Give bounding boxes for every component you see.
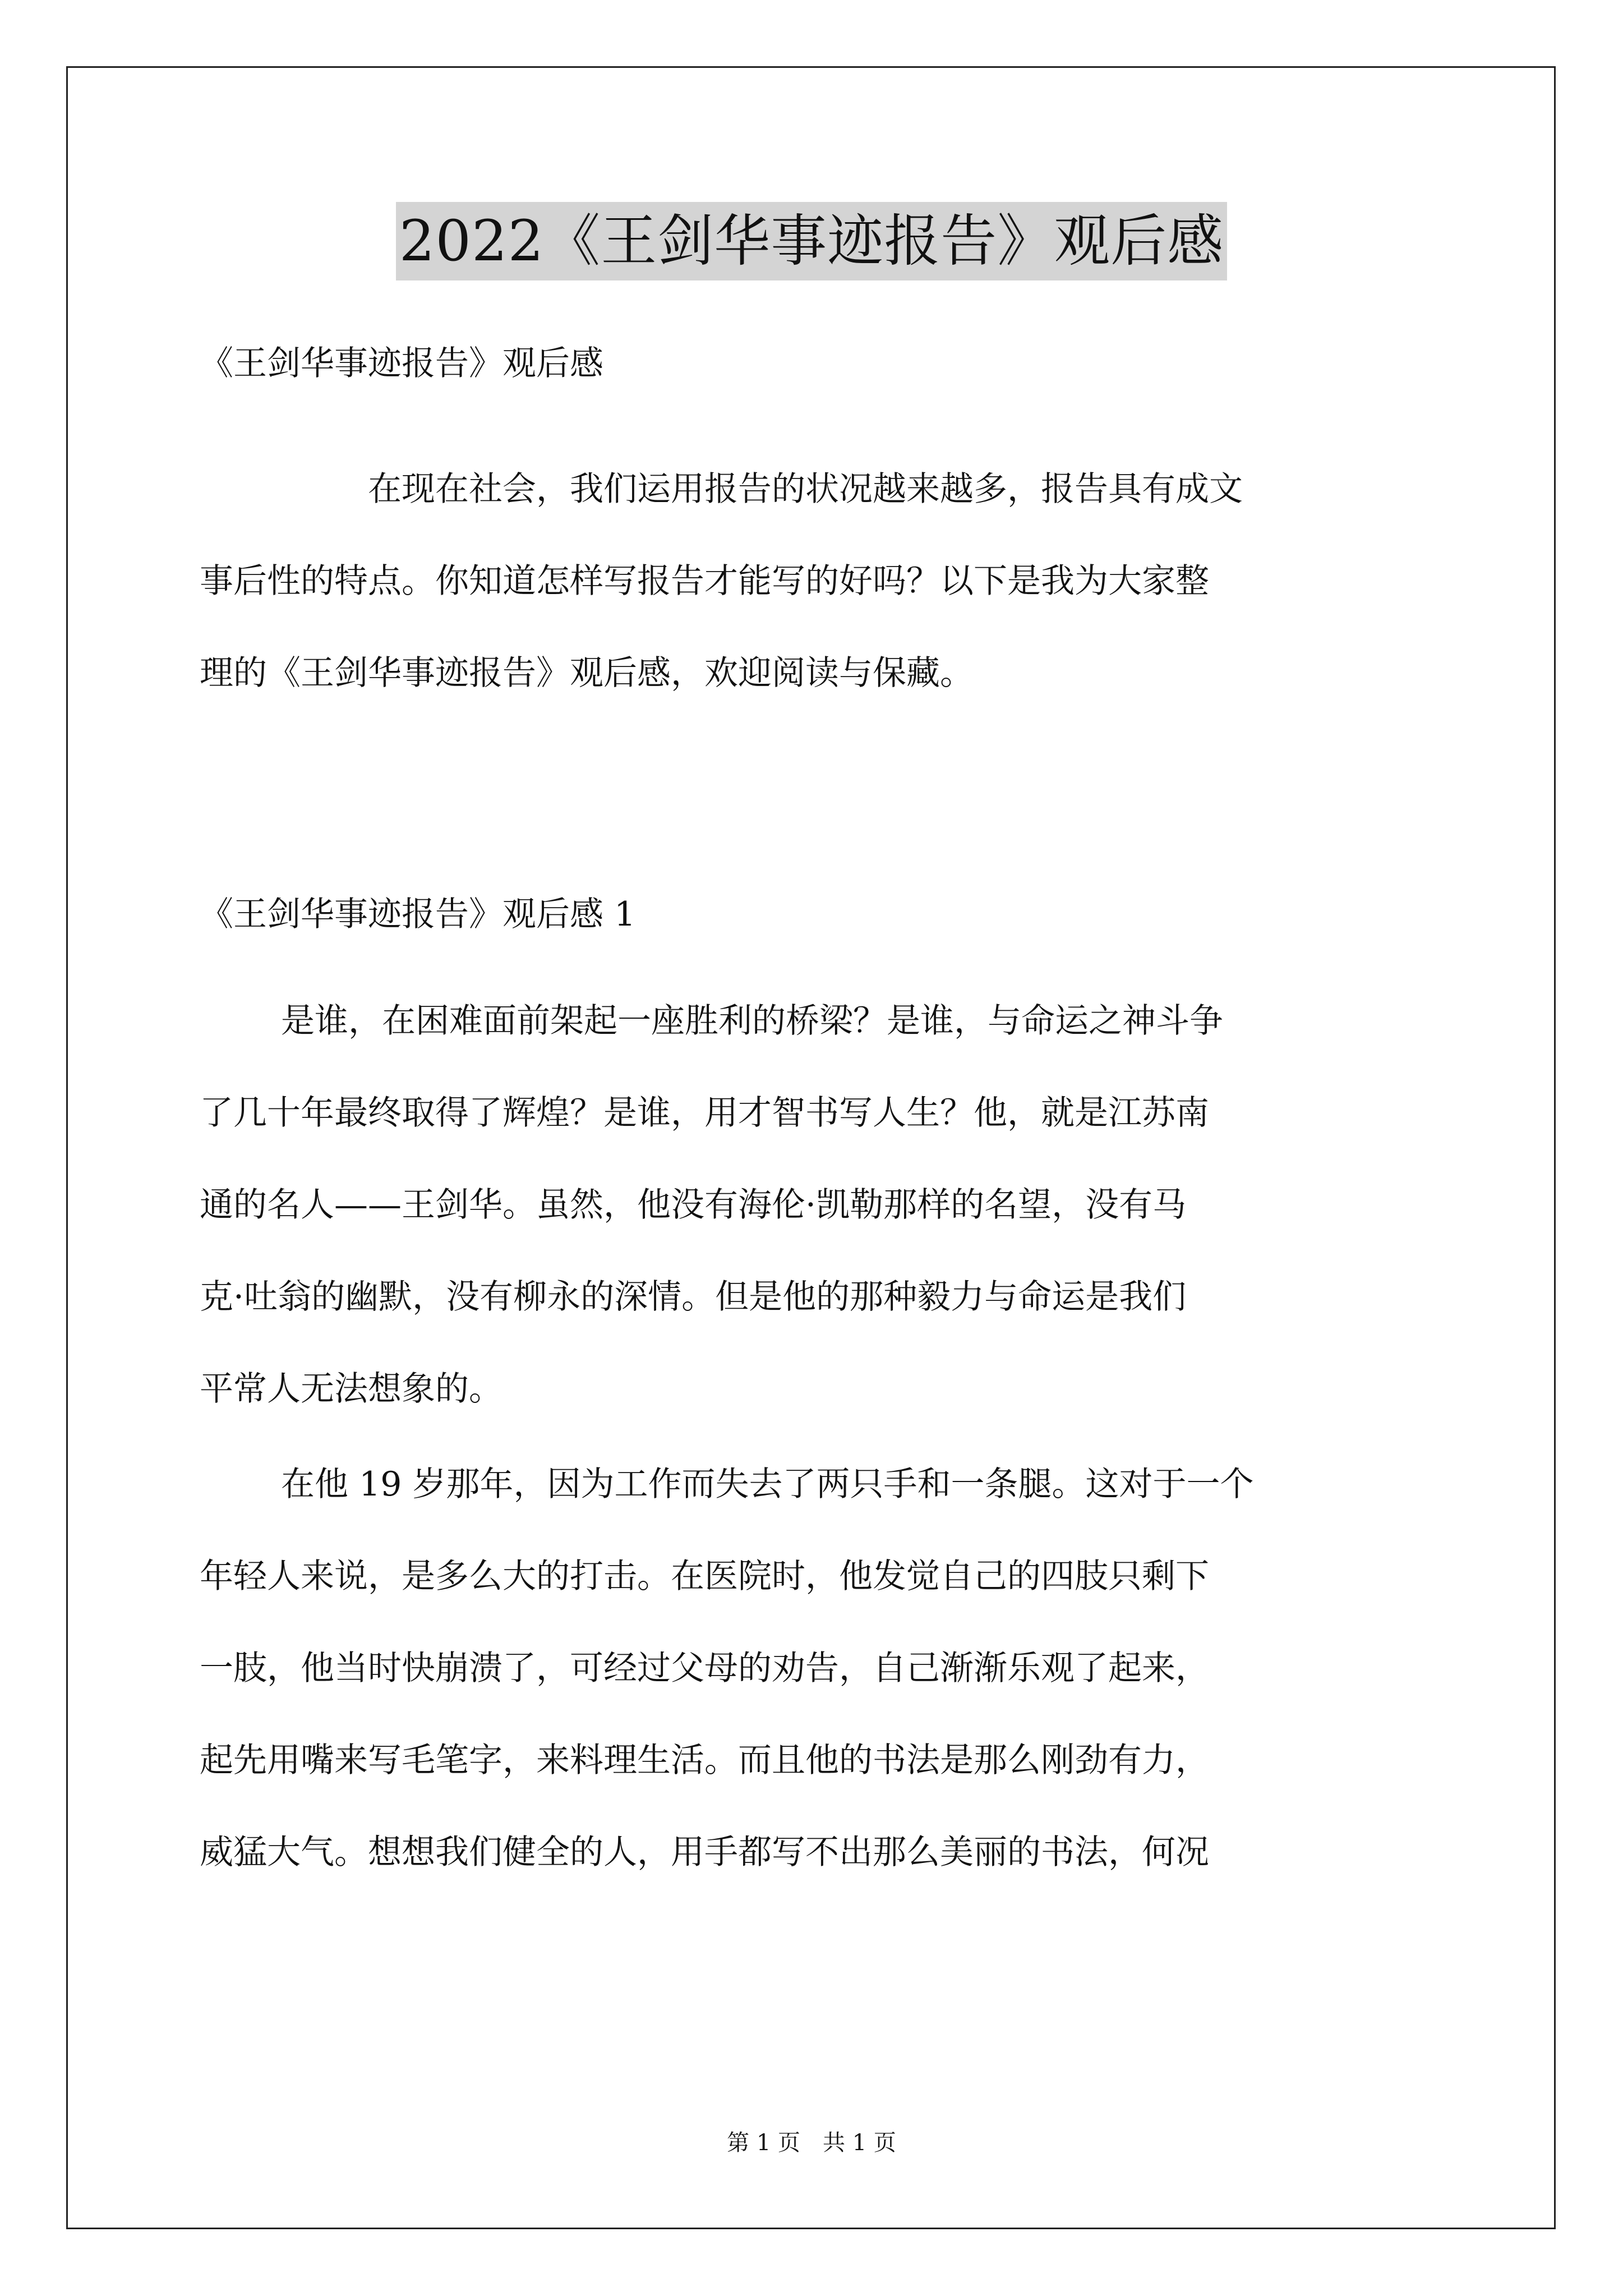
page-total: 共 1 页	[823, 2130, 896, 2156]
title-container	[0, 202, 1623, 280]
intro-line: 在现在社会，我们运用报告的状况越来越多，报告具有成文	[368, 470, 1243, 509]
intro-line: 理的《王剑华事迹报告》观后感，欢迎阅读与保藏。	[200, 654, 974, 693]
paragraph-line: 通的名人——王剑华。虽然，他没有海伦·凯勒那样的名望，没有马	[200, 1185, 1187, 1225]
paragraph-line: 平常人无法想象的。	[200, 1369, 502, 1409]
intro-paragraph	[200, 443, 1439, 719]
paragraph-line: 起先用嘴来写毛笔字，来料理生活。而且他的书法是那么刚劲有力，	[200, 1741, 1209, 1780]
section-heading: 《王剑华事迹报告》观后感 1	[200, 895, 636, 934]
section-heading-block	[200, 868, 1439, 960]
paragraph-line: 威猛大气。想想我们健全的人，用手都写不出那么美丽的书法，何况	[200, 1833, 1209, 1872]
paragraph-line: 克·吐翁的幽默，没有柳永的深情。但是他的那种毅力与命运是我们	[200, 1277, 1187, 1317]
paragraph-line: 年轻人来说，是多么大的打击。在医院时，他发觉自己的四肢只剩下	[200, 1557, 1209, 1596]
page-number: 第 1 页	[727, 2130, 800, 2156]
document-title: 2022《王剑华事迹报告》观后感	[396, 202, 1228, 280]
intro-line: 事后性的特点。你知道怎样写报告才能写的好吗？以下是我为大家整	[200, 562, 1209, 601]
document-subtitle: 《王剑华事迹报告》观后感	[200, 344, 603, 383]
page-footer	[0, 2126, 1623, 2160]
paragraph-1	[200, 975, 1439, 1435]
paragraph-2	[200, 1438, 1439, 1898]
subtitle-block	[200, 318, 1439, 409]
paragraph-line: 是谁，在困难面前架起一座胜利的桥梁？是谁，与命运之神斗争	[281, 1001, 1223, 1041]
paragraph-line: 了几十年最终取得了辉煌？是谁，用才智书写人生？他，就是江苏南	[200, 1093, 1209, 1133]
paragraph-line: 在他 19 岁那年，因为工作而失去了两只手和一条腿。这对于一个	[281, 1465, 1254, 1504]
paragraph-line: 一肢，他当时快崩溃了，可经过父母的劝告，自己渐渐乐观了起来，	[200, 1649, 1209, 1688]
